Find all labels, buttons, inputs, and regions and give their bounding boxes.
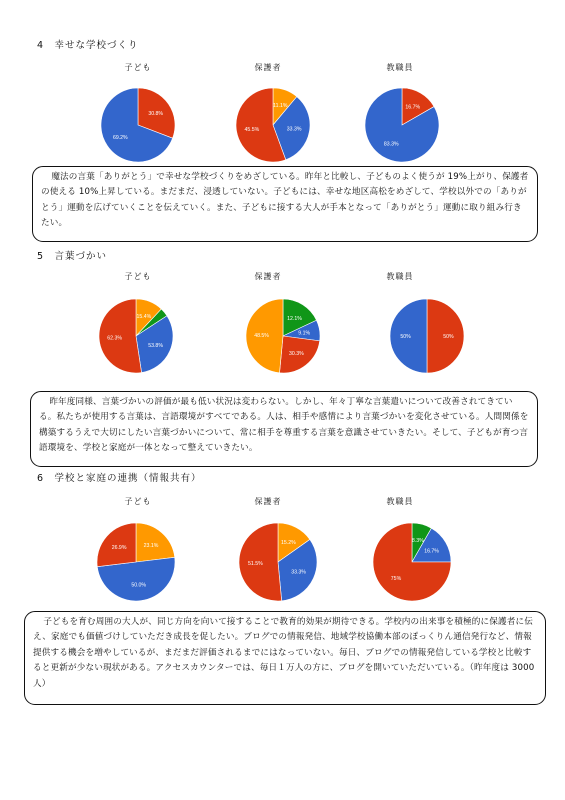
chart-label: 保護者	[254, 497, 282, 506]
slice-label: 51.5%	[248, 561, 263, 568]
slice-label: 8.3%	[411, 538, 424, 545]
chart-label: 保護者	[254, 272, 282, 281]
slice-label: 48.5%	[254, 332, 269, 339]
chart-label: 子ども	[124, 272, 152, 281]
chart-label: 子ども	[124, 63, 152, 72]
section-heading: 5 言葉づかい	[37, 251, 108, 262]
chart-label: 教職員	[386, 63, 414, 72]
chart-label: 教職員	[386, 272, 414, 281]
comment-text: 昨年度同様、言葉づかいの評価が最も低い状況は変わらない。しかし、年々丁寧な言葉遣いについて改善されてきている。私たちが使用する言葉は、言語環境がすべてである。人は、相手や感情により言葉づかいを変化させている。人間関係を構築するうえで大切にしたい言葉づかいについて、常に相手を尊重する言葉を意識させていきたい。そして、子どもが育つ言語環境を、学校と家庭が一体となって整えていきたい。	[39, 397, 529, 454]
pie-chart	[238, 522, 318, 602]
slice-label: 11.1%	[273, 102, 288, 109]
slice-label: 75%	[390, 575, 402, 582]
slice-label: 50%	[443, 334, 454, 340]
slice-label: 30.8%	[148, 110, 164, 117]
pie-chart	[96, 522, 176, 602]
slice-label: 15.4%	[136, 314, 152, 321]
slice-label: 53.8%	[148, 342, 163, 349]
pie-chart	[235, 87, 311, 163]
slice-label: 33.3%	[286, 126, 302, 133]
chart-label: 子ども	[124, 497, 152, 506]
comment-text: 子どもを育む周囲の大人が、同じ方向を向いて接することで教育的効果が期待できる。学校内の出来事を積極的に保護者に伝え、家庭でも価値づけしていただき成長を促したい。ブログでの情報発信、地域学校協働本部のぽっくりん通信発行など、情報提供する機会を増やしているが、まだまだ評価されるまでにはなっていない。毎日、ブログでの情報発信している学校と比較すると更新が少ない現状がある。アクセスカウンターでは、毎日１万人の方に、ブログを開いていただいている。（昨年度は 3000 人）	[33, 617, 535, 689]
comment-box	[32, 166, 538, 242]
pie-chart	[372, 522, 452, 602]
comment-text: 魔法の言葉「ありがとう」で幸せな学校づくりをめざしている。昨年と比較し、子どものよく使うが 19%上がり、保護者の使える 10%上昇している。まだまだ、浸透していない。子どもには、幸せな地区高松をめざして、学校以外での「ありがとう」運動を広げていくことを伝えていく。また、子どもに接する大人が手本となって「ありがとう」運動に取り組み行きたい。	[41, 172, 529, 229]
pie-chart	[100, 87, 176, 163]
slice-label: 69.2%	[112, 135, 128, 142]
slice-label: 50.0%	[131, 582, 147, 589]
slice-label: 15.2%	[281, 539, 296, 546]
slice-label: 50%	[400, 334, 411, 340]
slice-label: 33.3%	[291, 569, 306, 576]
chart-label: 保護者	[254, 63, 282, 72]
slice-label: 16.7%	[424, 548, 439, 555]
comment-box	[30, 391, 538, 467]
slice-label: 45.5%	[244, 126, 260, 133]
slice-label: 9.1%	[298, 330, 311, 337]
slice-label: 16.7%	[405, 104, 421, 111]
slice-label: 83.3%	[383, 141, 399, 148]
comment-box	[24, 611, 546, 705]
slice-label: 26.9%	[111, 544, 127, 551]
pie-chart	[245, 298, 321, 374]
slice-label: 23.1%	[143, 543, 159, 550]
slice-label: 12.1%	[287, 315, 302, 322]
slice-label: 30.3%	[289, 350, 304, 357]
chart-label: 教職員	[386, 497, 414, 506]
pie-chart	[389, 298, 465, 374]
pie-chart	[98, 298, 174, 374]
pie-chart	[364, 87, 440, 163]
section-heading: 4 幸せな学校づくり	[37, 40, 139, 51]
section-heading: 6 学校と家庭の連携（情報共有）	[37, 473, 202, 484]
slice-label: 62.3%	[107, 335, 122, 342]
